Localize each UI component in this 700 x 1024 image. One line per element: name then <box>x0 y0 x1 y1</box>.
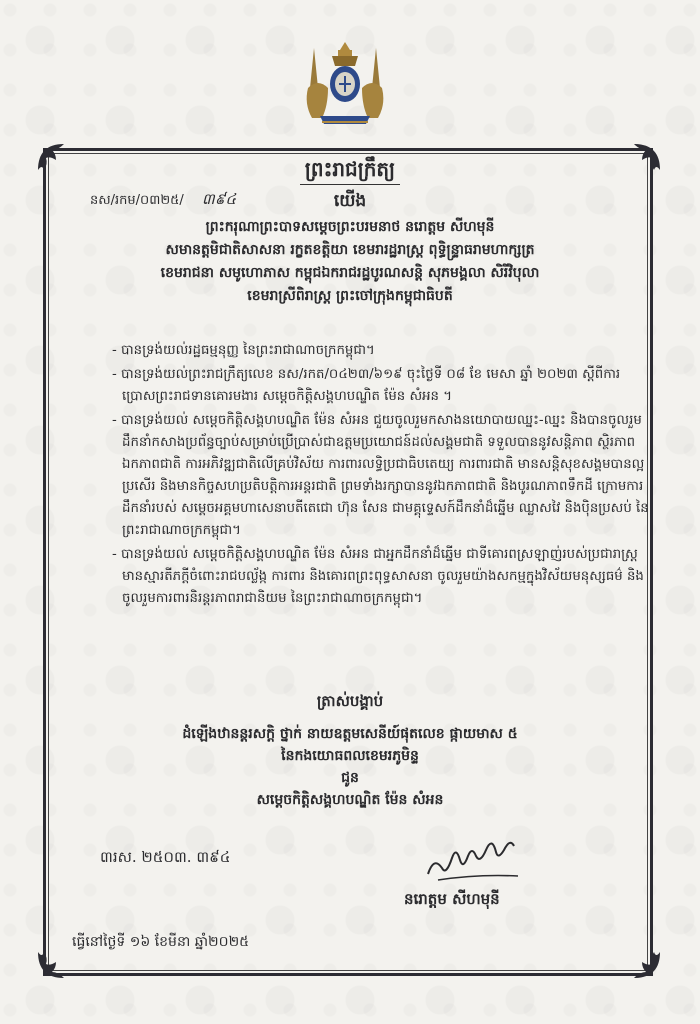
reference-handwritten: ៣៩៤ <box>201 190 236 208</box>
we-heading: យើង <box>333 191 367 211</box>
decree-order-line: នៃកងយោធពលខេមរភូមិន្ទ <box>281 748 419 764</box>
consideration-paragraph: - បានទ្រង់យល់ សម្តេចកិត្តិសង្គហបណ្ឌិត ម៉ែន សំអន ជាអ្នកដឹកនាំដ៏ឆ្នើម ជាទីគោរពស្រឡាញ់របស់ប្រជារាស្ត្រ មានស្មារតីភក្តីចំពោះរាជបល្ល័ង្ក ការពារ និងគោរពព្រះពុទ្ធសាសនា ចូលរួមយ៉ាងសកម្មក្នុងវិស័យមនុស្សធម៌ និងចូលរួមការពារនិរន្តរភាពរាជានិយម នៃព្រះរាជាណាចក្រកម្ពុជា។ <box>112 547 644 606</box>
decree-considerations <box>112 340 652 612</box>
title-underline <box>300 184 400 185</box>
decree-order-heading: ត្រាស់បង្គាប់ <box>316 692 384 710</box>
decree-order-line: ជូន <box>341 770 359 786</box>
signer-name: នរោត្តម សីហមុនី <box>404 890 500 908</box>
royal-title-line-3: ខេមរាជនា សមូហោភាស កម្ពុជឯករាជរដ្ឋបូរណសន្តិ សុភមង្គលា សិរីវិបុលា <box>160 265 540 281</box>
decree-title: ព្រះរាជក្រឹត្យ <box>304 157 396 181</box>
corner-ornament-icon <box>34 948 68 982</box>
royal-title-line-1: ព្រះករុណាព្រះបាទសម្តេចព្រះបរមនាថ នរោត្តម សីហមុនី <box>205 219 495 235</box>
decree-dateline: ធ្វើនៅថ្ងៃទី ១៦ ខែមីនា ឆ្នាំ២០២៥ <box>72 934 250 950</box>
reference-prefix: នស/រកម/០៣២៥/ <box>90 193 184 208</box>
royal-title-line-2: សមានត្តមិជាតិសាសនា រក្ខតខត្តិយា ខេមរារដ្ឋរាស្ត្រ ពុទ្ធិន្ទ្រាធរាមហាក្សត្រ <box>165 242 535 258</box>
archive-number: ៣រស. ២៥០៣. ៣៩៤ <box>100 848 231 866</box>
royal-title-line-4: ខេមរាស្រីពិរាស្ត្រ ព្រះចៅក្រុងកម្ពុជាធិបតី <box>247 288 453 304</box>
royal-signature <box>418 836 538 886</box>
corner-ornament-icon <box>630 948 664 982</box>
decree-order-line: ដំឡើងឋានន្តរសក្តិ ថ្នាក់ នាយឧត្តមសេនីយ៍ផុតលេខ ផ្កាយមាស ៥ <box>182 726 518 742</box>
consideration-paragraph: - បានទ្រង់យល់រដ្ឋធម្មនុញ្ញ នៃព្រះរាជាណាចក្រកម្ពុជា។ <box>112 343 375 358</box>
consideration-paragraph: - បានទ្រង់យល់ សម្តេចកិត្តិសង្គហបណ្ឌិត ម៉ែន សំអន ជួយចូលរួមកសាងនយោបាយឈ្នះ-ឈ្នះ និងបានចូលរួមដឹកនាំកសាងប្រព័ន្ធច្បាប់សម្រាប់ប្រើប្រាស់ជាឧត្តមប្រយោជន៍ដល់សង្គមជាតិ ទទួលបាននូវសន្តិភាព ស្ថិរភាព ឯកភាពជាតិ ការអភិវឌ្ឍជាតិលើគ្រប់វិស័យ ការពារលទ្ធិប្រជាធិបតេយ្យ ការពារជាតិ មានសន្តិសុខសង្គមបានល្អប្រសើរ និងមានកិច្ចសហប្រតិបត្តិការអន្តរជាតិ ព្រមទាំងរក្សាបាននូវឯកភាពជាតិ និងបូរណភាពទឹកដី ក្រោមការដឹកនាំរបស់ សម្តេចអគ្គមហាសេនាបតីតេជោ ហ៊ុន សែន ជាមគ្គុទ្ទេសក៍ដឹកនាំដ៏ឆ្នើម ឈ្លាសវៃ និងប៉ិនប្រសប់ នៃព្រះរាជាណាចក្រកម្ពុជា។ <box>112 413 649 538</box>
decree-order-line: សម្តេចកិត្តិសង្គហបណ្ឌិត ម៉ែន សំអន <box>256 792 444 808</box>
consideration-paragraph: - បានទ្រង់យល់ព្រះរាជក្រឹត្យលេខ នស/រកត/០៤២៣/៦១៩ ចុះថ្ងៃទី ០៨ ខែ មេសា ឆ្នាំ ២០២៣ ស្តីពីការប្រោសព្រះរាជទានគោរមងារ សម្តេចកិត្តិសង្គហបណ្ឌិត ម៉ែន សំអន ។ <box>112 367 621 404</box>
royal-coat-of-arms-icon <box>300 38 390 130</box>
